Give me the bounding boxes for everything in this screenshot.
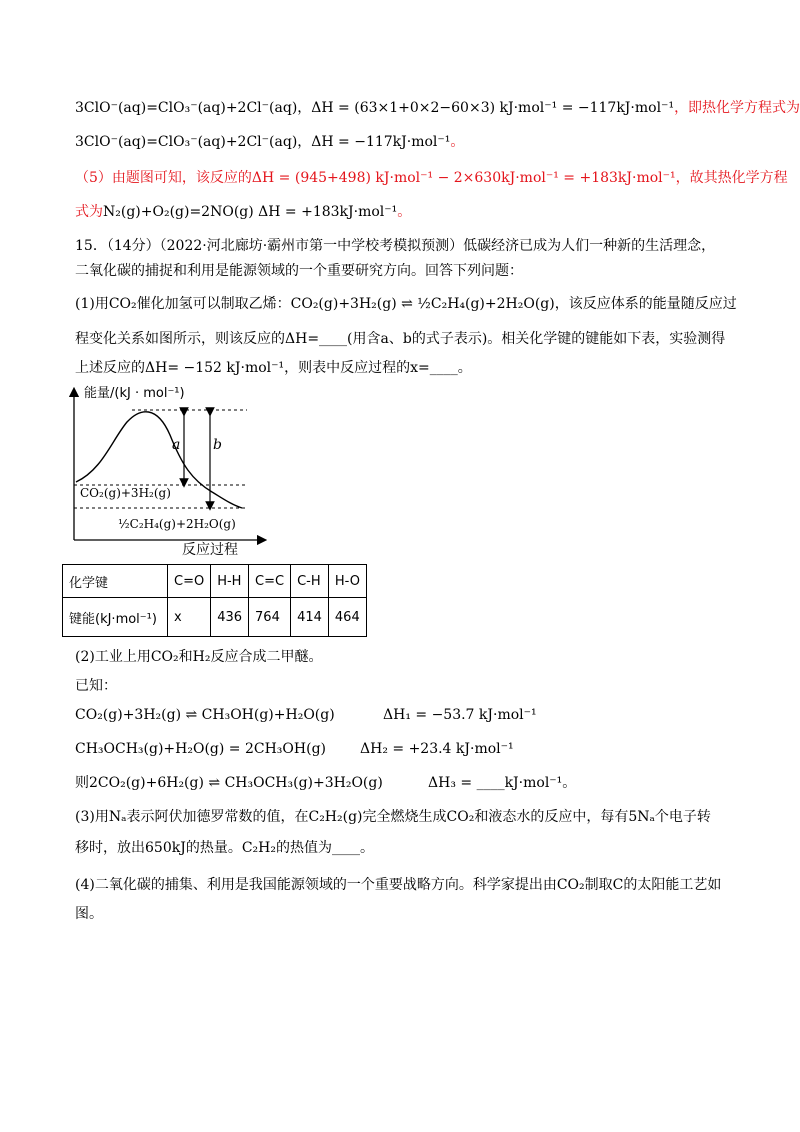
table-header-cell: C=O: [168, 565, 211, 598]
question-1-line-3: 上述反应的ΔH= −152 kJ·mol⁻¹，则表中反应过程的x=____。: [75, 360, 472, 376]
table-row: [63, 598, 367, 637]
solution-red-text: 。: [450, 134, 465, 150]
question-2-dh3: ΔH₃ = ____kJ·mol⁻¹。: [428, 775, 577, 791]
equation-text: 3ClO⁻(aq)=ClO₃⁻(aq)+2Cl⁻(aq)，ΔH = (63×1+0×2−60×3) kJ·mol⁻¹ = −117kJ·mol⁻¹: [75, 100, 675, 116]
bond-energy-table: [62, 564, 367, 637]
products-label: ½C₂H₄(g)+2H₂O(g): [118, 517, 236, 531]
table-header-cell: H-H: [211, 565, 249, 598]
label-b: b: [213, 437, 222, 453]
solution-line-3: （5）由题图可知，该反应的ΔH = (945+498) kJ·mol⁻¹ − 2×630kJ·mol⁻¹ = +183kJ·mol⁻¹，故其热化学方程: [75, 170, 788, 186]
table-header-cell: C-H: [291, 565, 329, 598]
table-header-cell: 化学键: [63, 565, 168, 598]
question-2-eq3: 则2CO₂(g)+6H₂(g) ⇌ CH₃OCH₃(g)+3H₂O(g): [75, 775, 383, 791]
solution-line-4: [75, 202, 411, 222]
question-2-dh1: ΔH₁ = −53.7 kJ·mol⁻¹: [383, 707, 537, 723]
question-1-line-1: (1)用CO₂催化加氢可以制取乙烯：CO₂(g)+3H₂(g) ⇌ ½C₂H₄(g)+2H₂O(g)，该反应体系的能量随反应过: [75, 296, 737, 312]
question-4-line-2: 图。: [75, 906, 103, 922]
solution-red-text: 。: [397, 204, 412, 220]
question-1-line-2: 程变化关系如图所示，则该反应的ΔH=____(用含a、b的式子表示)。相关化学键的键能如下表，实验测得: [75, 331, 726, 347]
solution-red-text: 式为: [75, 204, 103, 220]
table-cell: 464: [328, 598, 366, 637]
x-axis-label: 反应过程: [182, 542, 238, 558]
equation-text: 3ClO⁻(aq)=ClO₃⁻(aq)+2Cl⁻(aq)，ΔH = −117kJ·mol⁻¹: [75, 134, 451, 150]
solution-line-2: [75, 132, 464, 152]
question-2-dh2: ΔH₂ = +23.4 kJ·mol⁻¹: [360, 741, 514, 757]
table-header-row: [63, 565, 367, 598]
reactants-label: CO₂(g)+3H₂(g): [80, 486, 171, 500]
y-axis-label: 能量/(kJ · mol⁻¹): [84, 386, 185, 401]
solution-red-text: ，即热化学方程式为: [674, 100, 800, 116]
table-header-cell: H-O: [328, 565, 366, 598]
table-cell: 414: [291, 598, 329, 637]
table-row-label: 键能(kJ·mol⁻¹): [63, 598, 168, 637]
question-2-line-1: (2)工业上用CO₂和H₂反应合成二甲醚。: [75, 649, 323, 665]
question-2-known: 已知：: [75, 678, 117, 694]
label-a: a: [172, 437, 181, 453]
question-15-line-1: 15．（14分）（2022·河北廊坊·霸州市第一中学校考模拟预测）低碳经济已成为人们一种新的生活理念，: [75, 238, 716, 254]
question-2-eq1: CO₂(g)+3H₂(g) ⇌ CH₃OH(g)+H₂O(g): [75, 707, 335, 723]
question-2-eq2: CH₃OCH₃(g)+H₂O(g) = 2CH₃OH(g): [75, 741, 326, 757]
table-cell: 436: [211, 598, 249, 637]
equation-text: N₂(g)+O₂(g)=2NO(g) ΔH = +183kJ·mol⁻¹: [103, 204, 398, 220]
question-15-line-2: 二氧化碳的捕捉和利用是能源领域的一个重要研究方向。回答下列问题：: [75, 263, 523, 279]
solution-line-1: [75, 98, 800, 118]
table-cell: 764: [249, 598, 291, 637]
table-header-cell: C=C: [249, 565, 291, 598]
question-4-line-1: (4)二氧化碳的捕集、利用是我国能源领域的一个重要战略方向。科学家提出由CO₂制取C的太阳能工艺如: [75, 877, 722, 893]
table-cell: x: [168, 598, 211, 637]
question-3-line-2: 移时，放出650kJ的热量。C₂H₂的热值为____。: [75, 840, 374, 856]
question-3-line-1: (3)用Nₐ表示阿伏加德罗常数的值，在C₂H₂(g)完全燃烧生成CO₂和液态水的反应中，每有5Nₐ个电子转: [75, 809, 711, 825]
